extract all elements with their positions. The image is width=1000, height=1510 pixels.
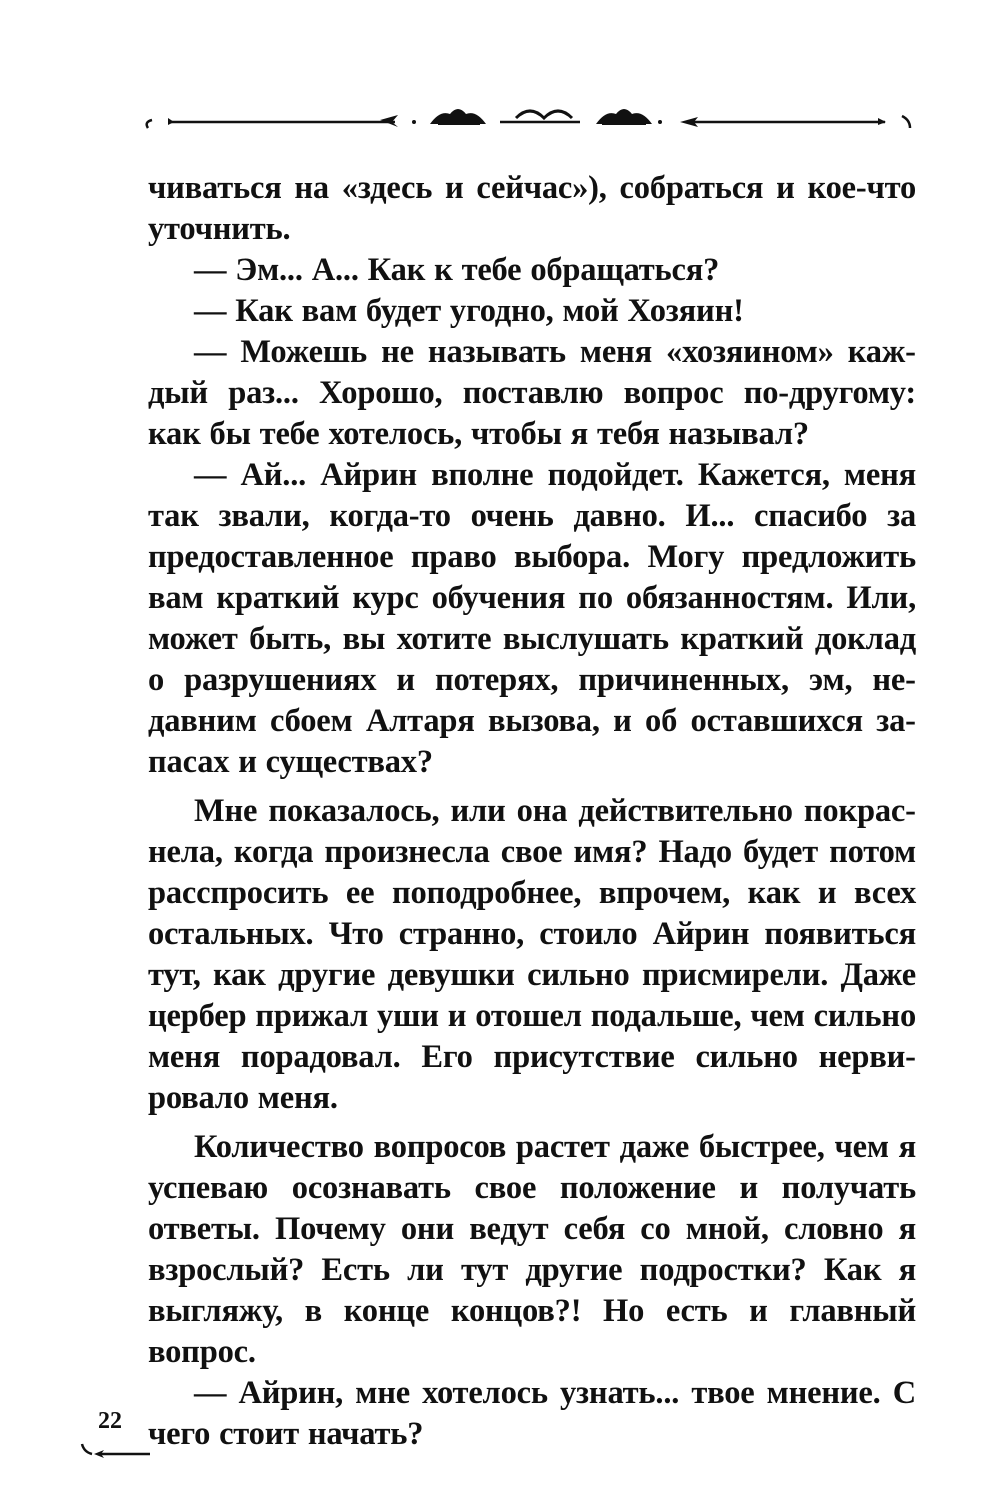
paragraph-4: — Можешь не называть меня «хозяином» каждый раз... Хорошо, поставлю вопрос по-другому: как бы тебе хотелось, чтобы я тебя называл? — [148, 334, 916, 452]
paragraph-7: Количество вопросов растет даже быстрее, чем я успеваю осознавать свое положение и получать ответы. Почему они ведут себя со мной, словно я взрослый? Есть ли тут другие подростки? Как я выгляжу, в конце концов?! Но есть и главный вопрос. — [148, 1129, 916, 1370]
body-text — [148, 168, 916, 1455]
decorative-flourish-rule-icon — [140, 100, 920, 140]
paragraph-8: — Айрин, мне хотелось узнать... твое мнение. С чего стоит начать? — [148, 1375, 916, 1452]
paragraph-6: Мне показалось, или она действительно покраснела, когда произнесла свое имя? Надо будет потом расспросить ее поподробнее, впрочем, как и всех остальных. Что странно, стоило Айрин появиться тут, как другие девушки сильно присмирели. Даже цербер прижал уши и отошел подальше, чем сильно меня порадовал. Его присутствие сильно нервировало меня. — [148, 793, 916, 1116]
paragraph-2: — Эм... А... Как к тебе обращаться? — [194, 252, 720, 288]
page-number: 22 — [98, 1408, 122, 1434]
decorative-flourish-corner-icon — [80, 1438, 170, 1468]
paragraph-3: — Как вам будет угодно, мой Хозяин! — [194, 293, 744, 329]
paragraph-1: чиваться на «здесь и сейчас»), собраться и кое-что уточнить. — [148, 170, 916, 247]
paragraph-5: — Ай... Айрин вполне подойдет. Кажется, меня так звали, когда-то очень давно. И... спасибо за предоставленное право выбора. Могу предложить вам краткий курс обучения по обязанностям. Или, может быть, вы хотите выслушать краткий доклад о разрушениях и потерях, причиненных, эм, недавним сбоем Алтаря вызова, и об оставшихся запасах и существах? — [148, 457, 916, 780]
